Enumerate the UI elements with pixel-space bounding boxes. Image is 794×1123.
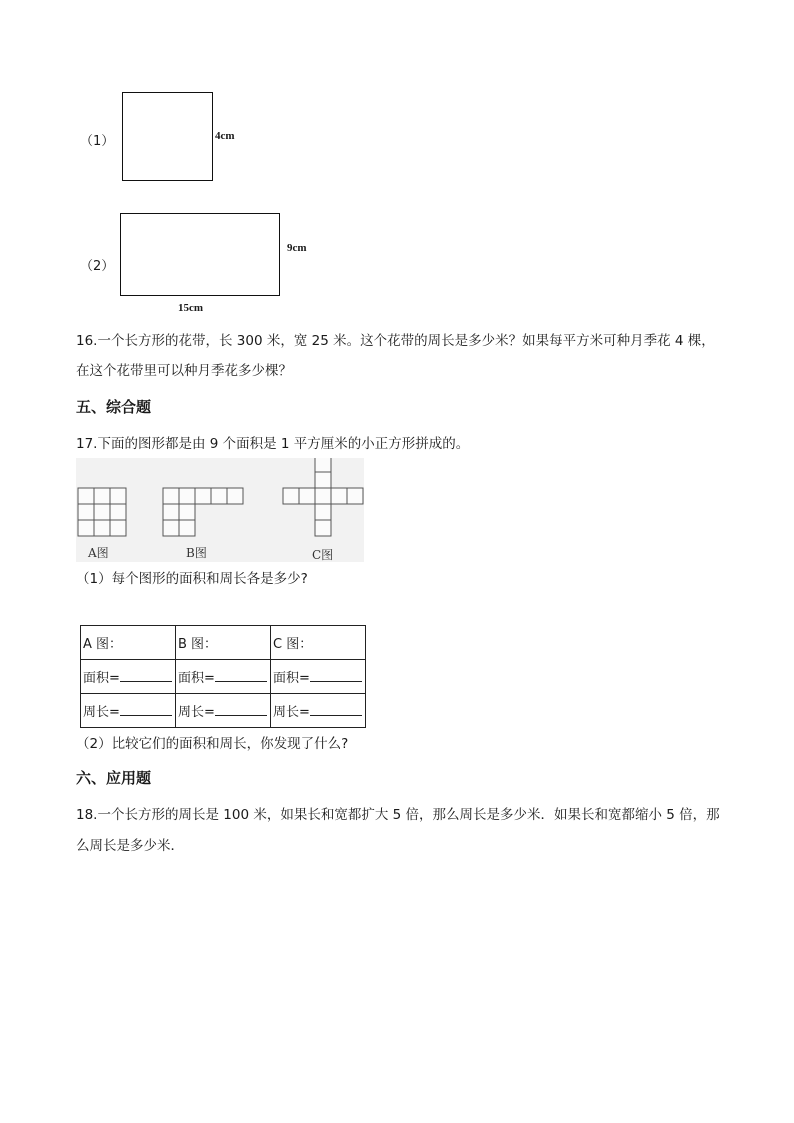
perimeter-cell-a[interactable]	[81, 694, 176, 728]
area-cell-b[interactable]	[176, 660, 271, 694]
rectangle-height-label: 9cm	[287, 242, 307, 254]
answer-blank[interactable]	[215, 703, 267, 716]
figure-b-grid	[163, 488, 243, 536]
area-cell-c[interactable]	[271, 660, 366, 694]
answer-blank[interactable]	[310, 703, 362, 716]
answer-blank[interactable]	[120, 669, 172, 682]
question-18-line-1: 18.一个长方形的周长是 100 米，如果长和宽都扩大 5 倍，那么周长是多少米．如果长和宽都缩小 5 倍，那	[76, 807, 720, 823]
question-18-line-2: 么周长是多少米．	[76, 838, 184, 854]
perimeter-cell-b[interactable]	[176, 694, 271, 728]
area-label: 面积=	[178, 671, 215, 686]
figure-c-caption: C图	[312, 548, 334, 562]
table-header-b: B 图：	[176, 626, 271, 660]
perimeter-label: 周长=	[83, 705, 120, 720]
figure-b-caption: B图	[186, 546, 207, 560]
table-row	[81, 626, 366, 660]
area-label: 面积=	[83, 671, 120, 686]
table-header-a: A 图：	[81, 626, 176, 660]
section-5-heading: 五、综合题	[76, 398, 152, 416]
question-16-line-2: 在这个花带里可以种月季花多少棵？	[76, 363, 292, 379]
perimeter-cell-c[interactable]	[271, 694, 366, 728]
table-row	[81, 660, 366, 694]
question-17-sub-1: （1）每个图形的面积和周长各是多少?	[76, 571, 308, 587]
rectangle-width-label: 15cm	[178, 302, 204, 314]
figure-a-grid	[78, 488, 126, 536]
table-header-c: C 图：	[271, 626, 366, 660]
figure-2-label: （2）	[80, 259, 115, 274]
answer-blank[interactable]	[120, 703, 172, 716]
question-16-line-1: 16.一个长方形的花带，长 300 米，宽 25 米。这个花带的周长是多少米？如果每平方米可种月季花 4 棵，	[76, 333, 715, 349]
answer-blank[interactable]	[215, 669, 267, 682]
area-label: 面积=	[273, 671, 310, 686]
question-17-sub-2: （2）比较它们的面积和周长，你发现了什么?	[76, 736, 349, 752]
perimeter-label: 周长=	[273, 705, 310, 720]
area-cell-a[interactable]	[81, 660, 176, 694]
figure-a-caption: A图	[88, 546, 109, 560]
rectangle-shape	[120, 213, 280, 296]
figure-1-label: （1）	[80, 134, 115, 149]
grid-figures-panel	[76, 458, 364, 562]
answer-blank[interactable]	[310, 669, 362, 682]
square-shape	[122, 92, 213, 181]
perimeter-label: 周长=	[178, 705, 215, 720]
table-row	[81, 694, 366, 728]
question-17-stem: 17.下面的图形都是由 9 个面积是 1 平方厘米的小正方形拼成的。	[76, 436, 470, 452]
figure-c-grid	[283, 458, 363, 536]
section-6-heading: 六、应用题	[76, 769, 152, 787]
answer-table	[80, 625, 366, 728]
square-side-label: 4cm	[215, 130, 235, 142]
